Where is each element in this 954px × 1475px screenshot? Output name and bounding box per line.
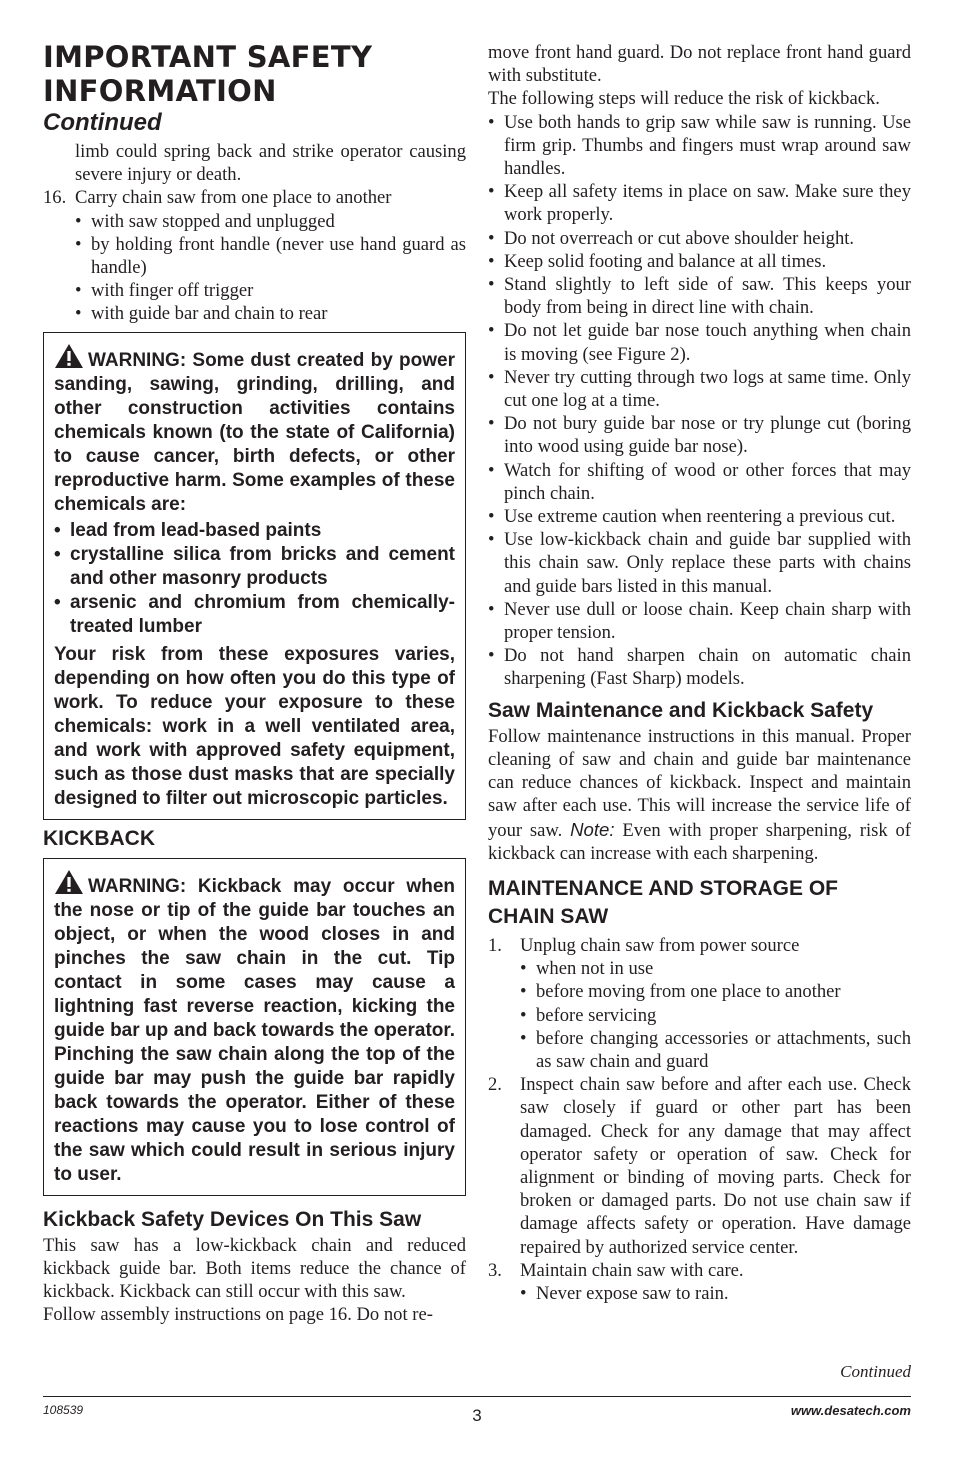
dust-warning-closing: Your risk from these exposures varies, depending on how often you do this type of work. To reduce your exposure to these chemicals: work in a well ventilated area, and work with approved safety equipment, such as those dust masks that are specially designed to filter out microscopic particles. bbox=[54, 643, 455, 809]
kickback-steps-intro: The following steps will reduce the risk of kickback. bbox=[488, 88, 880, 110]
maintenance-kickback-paragraph bbox=[488, 725, 911, 865]
maintain-sublist bbox=[520, 1282, 911, 1305]
sub-item: • before moving from one place to another bbox=[520, 980, 911, 1003]
page-title bbox=[43, 40, 466, 108]
sub-item: • Never expose saw to rain. bbox=[520, 1282, 911, 1305]
list-item-16 bbox=[43, 186, 466, 209]
left-column bbox=[43, 40, 466, 1326]
intro-continuation: limb could spring back and strike operator causing severe injury or death. bbox=[75, 141, 466, 186]
step-item: • Never try cutting through two logs at same time. Only cut one log at a time. bbox=[488, 366, 911, 412]
kickback-warning-text: WARNING: Kickback may occur when the nose or tip of the guide bar touches an object, or when the wood closes in and pinches the saw chain in the cut. Tip contact in some cases may cause a lightning fast reverse reaction, kicking the guide bar up and back towards the operator. Pinching the saw chain along the top of the guide bar may push the guide bar rapidly back towards the operator. Either of these reactions may cause you to lose control of the saw which could result in serious injury to user. bbox=[54, 875, 455, 1185]
step-item: • Keep solid footing and balance at all times. bbox=[488, 250, 911, 273]
step-item: • Do not hand sharpen chain on automatic chain sharpening (Fast Sharp) models. bbox=[488, 644, 911, 690]
step-item: • Do not bury guide bar nose or try plunge cut (boring into wood using guide bar nose). bbox=[488, 412, 911, 458]
page-number: 3 bbox=[472, 1406, 482, 1425]
document-number: 108539 bbox=[43, 1403, 84, 1417]
sub-item: • before servicing bbox=[520, 1004, 911, 1027]
note-text: Even with proper sharpening, risk of kickback can increase with each sharpening. bbox=[488, 819, 911, 864]
chemical-item: • arsenic and chromium from chemically-treated lumber bbox=[54, 591, 455, 639]
sub-item: • with guide bar and chain to rear bbox=[75, 302, 466, 325]
safety-devices-paragraph: This saw has a low-kickback chain and reduced kickback guide bar. Both items reduce the chance of kickback. Kickback can still occur with this saw. bbox=[43, 1234, 466, 1303]
note-label: Note: bbox=[570, 818, 615, 840]
step-item: • Use extreme caution when reentering a previous cut. bbox=[488, 505, 911, 528]
title-line-1: IMPORTANT SAFETY bbox=[43, 40, 373, 74]
footer-divider bbox=[43, 1396, 911, 1397]
maintenance-text: Follow maintenance instructions in this manual. Proper cleaning of saw and chain and guide bar maintenance can reduce chances of kickback. Inspect and maintain saw after each use. This will increase the service life of your saw. bbox=[488, 725, 911, 841]
step-item: • Stand slightly to left side of saw. This keeps your body from being in direct line with chain. bbox=[488, 273, 911, 319]
step-item: • Watch for shifting of wood or other forces that may pinch chain. bbox=[488, 459, 911, 505]
list-number: 16. bbox=[43, 187, 67, 209]
continued-label: Continued bbox=[840, 1362, 911, 1381]
step-item: • Use low-kickback chain and guide bar supplied with this chain saw. Only replace these parts with chains and guide bars listed in this manual. bbox=[488, 528, 911, 598]
warning-triangle-icon bbox=[54, 343, 84, 369]
title-line-2: INFORMATION bbox=[43, 74, 277, 108]
safety-devices-heading: Kickback Safety Devices On This Saw bbox=[43, 1207, 422, 1231]
step-item: • Keep all safety items in place on saw. Make sure they work properly. bbox=[488, 180, 911, 226]
storage-heading-line-1: MAINTENANCE AND STORAGE OF bbox=[488, 876, 839, 900]
sub-item: • before changing accessories or attachments, such as saw chain and guard bbox=[520, 1027, 911, 1073]
right-column bbox=[488, 41, 911, 1305]
chemical-item: • lead from lead-based paints bbox=[54, 519, 455, 543]
sub-item: • when not in use bbox=[520, 957, 911, 980]
maintenance-storage-heading bbox=[488, 875, 911, 931]
storage-item-1 bbox=[488, 934, 911, 957]
kickback-heading: KICKBACK bbox=[43, 826, 155, 850]
step-item: • Never use dull or loose chain. Keep chain sharp with proper tension. bbox=[488, 598, 911, 644]
kickback-warning-box bbox=[43, 858, 466, 1196]
maintenance-kickback-heading: Saw Maintenance and Kickback Safety bbox=[488, 698, 874, 722]
website-link[interactable]: www.desatech.com bbox=[790, 1403, 911, 1418]
dust-warning-lead: WARNING: Some dust created by power sanding, sawing, grinding, drilling, and other construction activities contains chemicals known (to the state of California) to cause cancer, birth defects, or other reproductive harm. Some examples of these chemicals are: bbox=[54, 349, 455, 515]
sub-item: • with saw stopped and unplugged bbox=[75, 210, 466, 233]
list-number: 3. bbox=[488, 1259, 502, 1281]
list-text: Unplug chain saw from power source bbox=[520, 934, 800, 956]
step-item: • Do not overreach or cut above shoulder height. bbox=[488, 227, 911, 250]
storage-heading-line-2: CHAIN SAW bbox=[488, 904, 609, 928]
list-text: Carry chain saw from one place to another bbox=[75, 187, 392, 209]
continued-subtitle: Continued bbox=[43, 109, 162, 136]
sub-item: • with finger off trigger bbox=[75, 279, 466, 302]
unplug-sublist bbox=[520, 957, 911, 1073]
step-item: • Use both hands to grip saw while saw is running. Use firm grip. Thumbs and fingers must wrap around saw handles. bbox=[488, 111, 911, 181]
kickback-steps-list bbox=[488, 111, 911, 691]
list-text: Maintain chain saw with care. bbox=[520, 1259, 744, 1281]
storage-item-3 bbox=[488, 1259, 911, 1282]
chemicals-list bbox=[54, 519, 455, 639]
list-number: 2. bbox=[488, 1074, 502, 1096]
dust-warning-box bbox=[43, 332, 466, 820]
step-item: • Do not let guide bar nose touch anything when chain is moving (see Figure 2). bbox=[488, 319, 911, 365]
carry-sublist bbox=[75, 210, 466, 326]
warning-triangle-icon bbox=[54, 869, 84, 895]
storage-item-2 bbox=[488, 1073, 911, 1259]
sub-item: • by holding front handle (never use hand guard as handle) bbox=[75, 233, 466, 279]
assembly-paragraph: Follow assembly instructions on page 16. Do not re- bbox=[43, 1304, 433, 1326]
chemical-item: • crystalline silica from bricks and cement and other masonry products bbox=[54, 543, 455, 591]
list-text: Inspect chain saw before and after each use. Check saw closely if guard or other part has been damaged. Check for any damage that may affect operator safety or operation of saw. Check for alignment or binding of moving parts. Check for broken or damaged parts. Do not use chain saw if damage affects safety or operation. Have damage repaired by authorized service center. bbox=[520, 1074, 911, 1258]
list-number: 1. bbox=[488, 934, 502, 956]
hand-guard-continuation: move front hand guard. Do not replace front hand guard with substitute. bbox=[488, 42, 911, 87]
